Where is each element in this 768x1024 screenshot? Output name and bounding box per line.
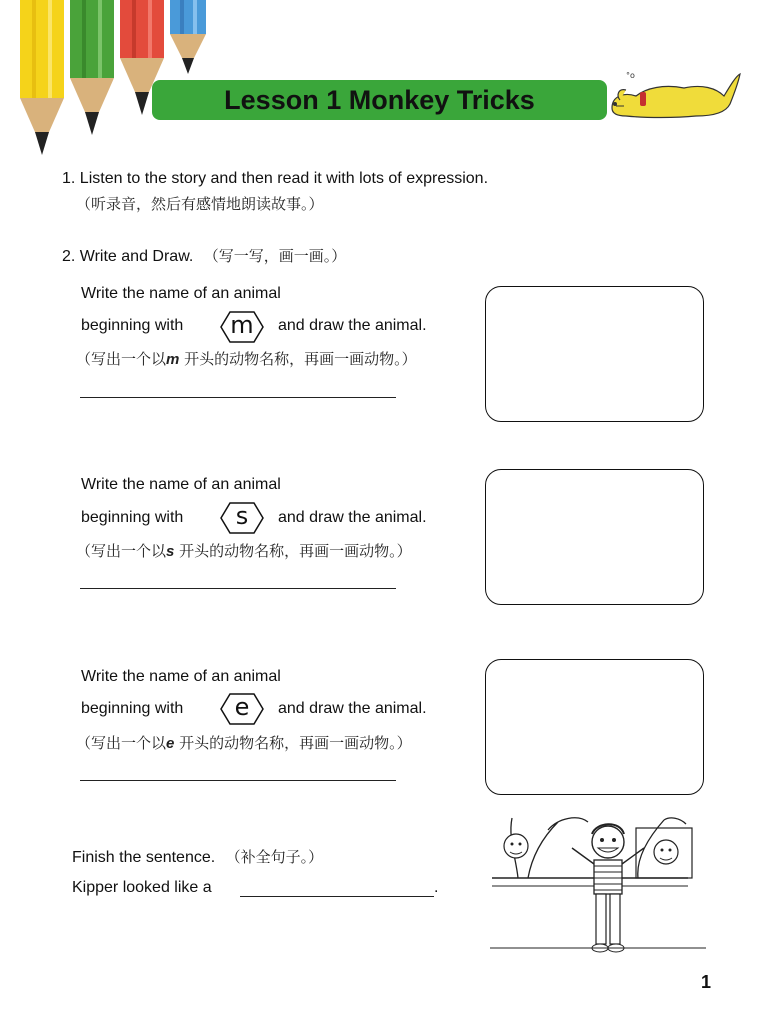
finish-answer-line[interactable] xyxy=(240,895,434,897)
pencil-yellow-icon xyxy=(18,0,66,160)
task-2-draw-box[interactable] xyxy=(485,469,704,605)
question-1-chinese: （听录音，然后有感情地朗读故事。） xyxy=(76,195,324,213)
task-2-line2-post: and draw the animal. xyxy=(278,509,427,526)
task-3-line2-pre: beginning with xyxy=(81,700,184,717)
task-3-line2-post: and draw the animal. xyxy=(278,700,427,717)
task-1-answer-line[interactable] xyxy=(80,396,396,398)
finish-label-chinese: （补全句子。） xyxy=(225,848,324,866)
task-1-draw-box[interactable] xyxy=(485,286,704,422)
pencil-blue-icon xyxy=(168,0,208,76)
finish-label: Finish the sentence. xyxy=(72,849,216,866)
task-2-answer-line[interactable] xyxy=(80,587,396,589)
finish-sentence-post: . xyxy=(434,879,439,896)
question-2-chinese: （写一写，画一画。） xyxy=(203,247,347,265)
svg-text:°o: °o xyxy=(626,71,635,80)
task-1-line2-post: and draw the animal. xyxy=(278,317,427,334)
question-1-text: 1. Listen to the story and then read it with lots of expression. xyxy=(62,170,489,187)
question-2-text: 2. Write and Draw. xyxy=(62,248,194,265)
finish-label-row xyxy=(72,846,323,867)
pencil-green-icon xyxy=(68,0,116,140)
task-3-letter: e xyxy=(234,693,250,721)
monkey-boy-illustration xyxy=(488,808,708,968)
page-number: 1 xyxy=(701,972,712,992)
task-2-line1: Write the name of an animal xyxy=(81,476,281,493)
question-2-row xyxy=(62,245,346,266)
task-1-line1: Write the name of an animal xyxy=(81,285,281,302)
task-3-answer-line[interactable] xyxy=(80,779,396,781)
task-2-line2-pre: beginning with xyxy=(81,509,184,526)
task-1-chinese: （写出一个以m 开头的动物名称，再画一画动物。） xyxy=(76,350,417,368)
sleeping-dog-icon xyxy=(606,66,746,122)
task-3-draw-box[interactable] xyxy=(485,659,704,795)
task-1-line2-pre: beginning with xyxy=(81,317,184,334)
page-title: Lesson 1 Monkey Tricks xyxy=(224,85,535,115)
task-3-chinese: （写出一个以e 开头的动物名称，再画一画动物。） xyxy=(76,734,412,752)
task-2-letter: s xyxy=(235,502,249,530)
task-3-line1: Write the name of an animal xyxy=(81,668,281,685)
task-2-chinese: （写出一个以s 开头的动物名称，再画一画动物。） xyxy=(76,542,412,560)
task-1-letter: m xyxy=(230,311,254,339)
finish-sentence-pre: Kipper looked like a xyxy=(72,879,212,896)
